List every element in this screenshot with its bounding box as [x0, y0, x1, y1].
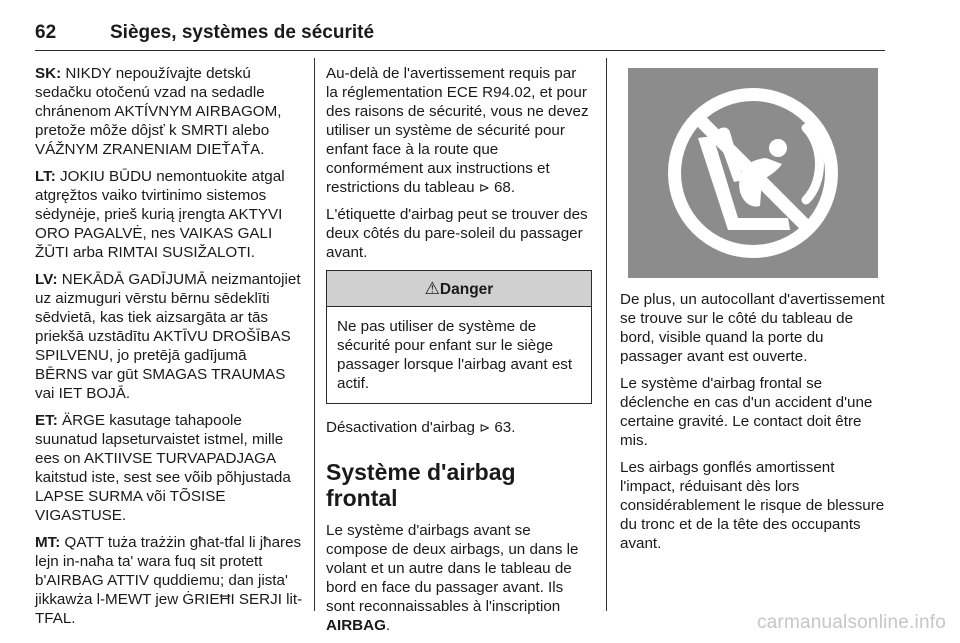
- paragraph-deployment: Le système d'airbag frontal se déclenche en cas d'un accident d'une certaine gravité. Le contact doit être mis.: [620, 375, 873, 449]
- paragraph-intro: [326, 64, 592, 197]
- danger-body: Ne pas utiliser de système de sécurité pour enfant sur le siège passager lorsque l'airbag avant est actif.: [337, 318, 573, 392]
- paragraph-lv: [35, 270, 303, 403]
- paragraph-mt: [35, 533, 303, 628]
- no-rear-facing-child-seat-icon: [628, 68, 878, 278]
- text-mt: QATT tuża trażżin għat-tfal li jħares lejn in-naħa ta' wara fuq sit protett b'AIRBAG ATTIV quddiemu; dan jista' jikkawża l-MEWT jew ĠRIEĦI SERJI lit-TFAL.: [35, 534, 303, 627]
- paragraph-lt: [35, 167, 303, 262]
- danger-header: [327, 271, 591, 307]
- arrow-right-icon: ⊳: [479, 420, 491, 435]
- lang-code-sk: SK:: [35, 65, 62, 82]
- text-lv: NEKĀDĀ GADĪJUMĀ neizmantojiet uz aizmuguri vērstu bērnu sēdeklīti sēdvietā, kas tiek aizsargāta ar tās priekšā uzstādītu AKTĪVU DROŠĪBAS SPILVENU, jo pretējā gadījumā BĒRNS var gūt SMAGAS TRAUMAS vai IET BOJĀ.: [35, 271, 301, 402]
- airbag-label: AIRBAG: [326, 617, 386, 634]
- column-3: [620, 290, 888, 561]
- paragraph-sk: [35, 64, 303, 159]
- watermark: carmanualsonline.info: [756, 612, 946, 633]
- deactivation-text: Désactivation d'airbag: [326, 419, 475, 436]
- column-2: [326, 64, 592, 643]
- section-text: Le système d'airbags avant se compose de deux airbags, un dans le volant et un autre dans le tableau de bord en face du passager avant. Ils sont reconnaissables à l'inscription: [326, 522, 579, 615]
- section-title: Système d'airbag frontal: [326, 459, 516, 511]
- lang-code-mt: MT:: [35, 534, 61, 551]
- page-reference-link[interactable]: [479, 419, 515, 436]
- warning-icon: ⚠: [424, 279, 440, 298]
- column-divider-1: [314, 58, 315, 611]
- ref-page: 68.: [493, 179, 516, 196]
- section-end: .: [385, 617, 391, 634]
- paragraph-deactivation: [326, 418, 592, 437]
- text-lt: JOKIU BŪDU nemontuokite atgal atgręžtos vaiko tvirtinimo sistemos sėdynėje, prieš kurią įrengta AKTYVI ORO PAGALVĖ, nes VAIKAS GALI ŽŪTI arba RIMTAI SUSIŽALOTI.: [35, 168, 285, 261]
- paragraph-section: [326, 521, 592, 635]
- danger-title: Danger: [439, 281, 494, 298]
- column-1: [35, 64, 303, 636]
- lang-code-et: ET:: [35, 412, 58, 429]
- paragraph-sticker: De plus, un autocollant d'avertissement se trouve sur le côté du tableau de bord, visible quand la porte du passager avant est ouverte.: [620, 291, 885, 365]
- ref-page: 63.: [494, 419, 516, 436]
- danger-box: [326, 270, 592, 404]
- paragraph-et: [35, 411, 303, 525]
- page-number: 62: [35, 22, 57, 43]
- paragraph-impact: Les airbags gonflés amortissent l'impact, réduisant dès lors considérablement le risque de blessure du tronc et de la tête des occupants avant.: [620, 459, 885, 552]
- text-et: ÄRGE kasutage tahapoole suunatud lapseturvaistet istmel, mille ees on AKTIIVSE TURVAPADJAGA kaitstud iste, sest see võib põhjustada LAPSE SURMA või TÕSISE VIGASTUSE.: [35, 412, 291, 524]
- page-title: Sièges, systèmes de sécurité: [110, 22, 375, 43]
- text-sk: NIKDY nepoužívajte detskú sedačku otočenú vzad na sedadle chránenom AKTÍVNYM AIRBAGOM, pretože môže dôjsť k SMRTI alebo VÁŽNYM ZRANENIAM DIEŤAŤA.: [35, 65, 282, 158]
- intro-text: Au-delà de l'avertissement requis par la réglementation ECE R94.02, et pour des raisons de sécurité, vous ne devez utiliser un système de sécurité pour enfant face à la route que conformément aux instructions et restrictions du tableau: [326, 65, 589, 196]
- arrow-right-icon: ⊳: [478, 180, 490, 195]
- page-header: [35, 22, 885, 51]
- column-divider-2: [606, 58, 607, 611]
- page-reference-link[interactable]: [479, 179, 515, 196]
- paragraph-label: L'étiquette d'airbag peut se trouver des deux côtés du pare-soleil du passager avant.: [326, 206, 588, 261]
- lang-code-lv: LV:: [35, 271, 58, 288]
- lang-code-lt: LT:: [35, 168, 56, 185]
